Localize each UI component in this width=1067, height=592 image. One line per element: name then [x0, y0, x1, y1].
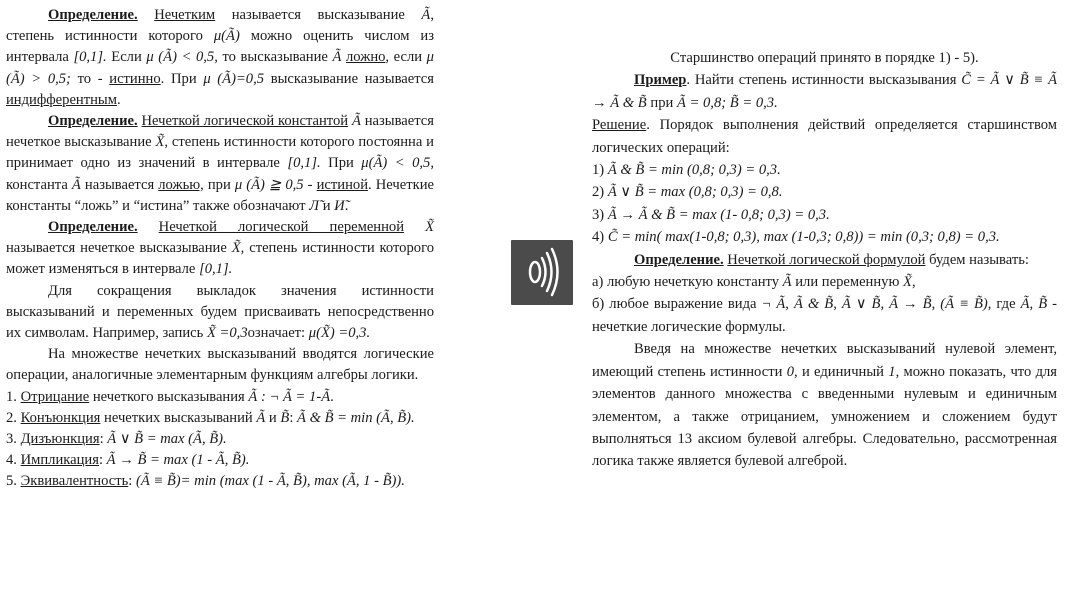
left-paragraph: [6, 111, 434, 217]
formula: X̃: [231, 240, 241, 257]
formula: Ã ∨ B̃ = max (0,8; 0,3) = 0,8.: [607, 184, 783, 201]
right-page: [592, 47, 1057, 473]
right-paragraph: [592, 293, 1057, 338]
underlined-term: истиной: [316, 176, 369, 193]
left-paragraph: [6, 5, 434, 111]
left-paragraph: [6, 217, 434, 281]
formula: C̃ = Ã ∨ B̃ ≡ Ã → Ã & B̃: [592, 72, 1057, 111]
text-run: [404, 219, 425, 235]
formula: Ã : ¬ Ã = 1-Ã: [248, 388, 331, 405]
text-run: Если: [106, 49, 147, 66]
formula: μ (Ã) > 0,5;: [6, 49, 434, 87]
text-run: называется высказывание: [215, 7, 422, 23]
text-run: , степень истинности которого: [6, 7, 434, 45]
formula: μ (Ã)=0,5: [203, 70, 265, 87]
text-run: 4): [592, 229, 608, 246]
formula: μ (Ã) < 0,5: [146, 49, 215, 66]
text-run: , константа: [6, 155, 434, 193]
underlined-term: Нечеткой логической константой: [141, 113, 349, 130]
formula: C̃ = min( max(1-0,8; 0,3), max (1-0,3; 0,8)) = min (0,3; 0,8) = 0,3.: [607, 229, 1000, 246]
text-run: :: [289, 409, 298, 426]
formula: Ã: [782, 274, 792, 291]
text-run: 2.: [6, 409, 21, 426]
text-run: . Порядок выполнения действий определяется старшинством логических операций:: [592, 117, 1057, 156]
text-run: , степень истинности которого постоянна и принимает одно из значений в интервале: [6, 134, 434, 172]
left-paragraph: [6, 281, 434, 345]
text-run: при: [646, 94, 677, 111]
right-paragraph: [592, 69, 1057, 114]
text-run: б) любое выражение вида: [592, 296, 762, 313]
formula: Л̃: [309, 197, 320, 214]
text-run: Введя на множестве нечетких высказываний нулевой элемент, имеющий степень истинности: [592, 341, 1057, 380]
formula: Ã, B̃: [1020, 296, 1048, 313]
text-run: нечеткого высказывания: [89, 388, 249, 405]
right-paragraph: [592, 249, 1057, 271]
formula: Ã: [256, 409, 266, 426]
text-run: означает:: [247, 325, 309, 342]
text-run: и: [265, 409, 281, 426]
right-paragraph: [592, 271, 1057, 293]
text-run: . Нечеткие константы “ложь” и “истина” также обозначают: [6, 176, 434, 214]
text-run: 3.: [6, 431, 21, 448]
text-run: то -: [70, 70, 110, 87]
formula: Ã ∨ B̃ = max (Ã, B̃).: [107, 431, 227, 448]
text-run: . Найти степень истинности высказывания: [686, 72, 962, 89]
text-run: , если: [385, 49, 427, 66]
text-run: , степень истинности которого может изменяться в интервале: [6, 240, 434, 278]
formula: Ã = 0,8; B̃ = 0,3.: [676, 94, 778, 111]
left-page: [6, 5, 434, 493]
text-run: , можно показать, что для элементов данного множества с введенными нулевым и единичным элементом, а также отрицанием, умножением и сложением будут выполняться 13 аксиом булевой алгебры. Следовательно, рассмотренная логика также является булевой алгеброй.: [592, 363, 1058, 470]
text-run: можно оценить числом из интервала: [6, 28, 434, 66]
text-run: Для сокращения выкладок значения истинности высказываний и переменных будем присваивать непосредственно их символам. Например, запись: [6, 282, 434, 342]
text-run: будем называть:: [925, 251, 1029, 268]
audio-button[interactable]: [511, 240, 573, 305]
left-paragraph: [6, 450, 434, 471]
underlined-term: Нечетким: [154, 7, 216, 23]
text-run: .: [344, 197, 349, 214]
underlined-term: ложно: [346, 49, 386, 66]
formula: 1: [888, 363, 896, 380]
text-run: нечетких высказываний: [100, 409, 257, 426]
formula: B̃: [280, 409, 290, 426]
underlined-term: Нечеткой логической переменной: [158, 219, 405, 236]
right-paragraph: [592, 338, 1057, 472]
left-paragraph: [6, 471, 434, 492]
definition-label: Определение.: [634, 251, 724, 268]
underlined-term: истинно: [109, 70, 161, 87]
right-paragraph: [592, 114, 1057, 159]
formula: X̃: [155, 134, 165, 151]
definition-label: Пример: [634, 72, 687, 89]
formula: μ(Ã) < 0,5: [361, 155, 431, 172]
right-paragraph: [592, 159, 1057, 181]
text-run: или переменную: [791, 274, 904, 291]
text-run: при: [203, 176, 235, 193]
definition-label: Определение.: [48, 7, 138, 23]
underlined-term: Эквивалентность: [20, 473, 129, 490]
right-paragraph: [592, 226, 1057, 248]
text-run: 2): [592, 184, 608, 201]
underlined-term: Дизъюнкция: [20, 431, 100, 448]
formula: μ(Ã): [213, 28, 240, 45]
formula: Ã: [421, 7, 431, 23]
formula: Ã → Ã & B̃ = max (1- 0,8; 0,3) = 0,3.: [607, 206, 830, 223]
formula: X̃: [425, 219, 434, 236]
text-run: .: [330, 388, 334, 405]
text-run: 4.: [6, 452, 21, 469]
text-run: . При: [160, 70, 204, 87]
formula: Ã: [71, 176, 81, 193]
right-paragraph: [592, 204, 1057, 226]
formula: X̃ =0,3: [206, 325, 248, 342]
text-run: 1): [592, 162, 608, 179]
left-paragraph: [6, 344, 434, 386]
text-run: -: [303, 176, 317, 193]
definition-label: Определение.: [48, 219, 138, 236]
text-run: 1.: [6, 388, 21, 405]
formula: Ã & B̃ = min (0,8; 0,3) = 0,3.: [607, 162, 781, 179]
text-run: .: [116, 91, 121, 108]
text-run: При: [320, 155, 362, 172]
text-run: :: [128, 473, 136, 490]
formula: ¬ Ã, Ã & B̃, Ã ∨ B̃, Ã → B̃, (Ã ≡ B̃): [761, 296, 988, 313]
text-run: , то высказывание: [214, 49, 333, 66]
formula: (Ã ≡ B̃)= min (max (1 - Ã, B̃), max (Ã, 1 - B̃)).: [135, 473, 405, 490]
text-run: а) любую нечеткую константу: [592, 274, 783, 291]
left-paragraph: [6, 408, 434, 429]
text-run: :: [99, 431, 108, 448]
text-run: :: [98, 452, 107, 469]
formula: Ã: [351, 113, 361, 130]
formula: μ(X̃) =0,3.: [308, 325, 371, 342]
text-run: называется нечеткое высказывание: [6, 240, 232, 257]
text-run: 3): [592, 206, 608, 223]
text-run: Старшинство операций принято в порядке 1) - 5).: [670, 50, 979, 66]
underlined-term: Нечеткой логической формулой: [727, 251, 926, 268]
text-run: - нечеткие логические формулы.: [592, 296, 1058, 335]
formula: И̃: [334, 197, 345, 214]
text-run: ,: [911, 274, 916, 291]
text-run: На множестве нечетких высказываний вводятся логические операции, аналогичные элементарным функциям алгебры логики.: [6, 346, 434, 384]
underlined-term: Отрицание: [20, 388, 90, 405]
text-run: называется: [80, 176, 159, 193]
text-run: , и единичный: [794, 363, 889, 380]
sound-wave-icon: [511, 240, 573, 305]
underlined-term: Импликация: [20, 452, 99, 469]
formula: 0: [786, 363, 794, 380]
text-run: [138, 219, 159, 235]
left-paragraph: [6, 387, 434, 408]
underlined-term: Решение: [592, 117, 647, 134]
formula: [0,1].: [287, 155, 321, 172]
right-paragraph: [592, 181, 1057, 203]
definition-label: Определение.: [48, 113, 138, 130]
underlined-term: Конъюнкция: [20, 409, 101, 426]
formula: μ (Ã) ≧ 0,5: [234, 176, 304, 193]
underlined-term: ложью,: [158, 176, 204, 193]
left-paragraph: [6, 429, 434, 450]
text-run: называется нечеткое высказывание: [6, 113, 434, 151]
text-run: [138, 7, 155, 23]
formula: [0,1].: [73, 49, 107, 66]
text-run: 5.: [6, 473, 21, 490]
text-run: , где: [987, 296, 1021, 313]
formula: [0,1].: [199, 261, 233, 278]
formula: Ã & B̃ = min (Ã, B̃).: [297, 409, 415, 426]
formula: Ã: [332, 49, 342, 66]
underlined-term: индифферентным: [6, 91, 117, 108]
right-paragraph: [592, 47, 1057, 69]
formula: Ã → B̃ = max (1 - Ã, B̃).: [106, 452, 250, 469]
text-run: и: [319, 197, 335, 214]
text-run: высказывание называется: [264, 70, 434, 87]
formula: X̃: [903, 274, 912, 291]
